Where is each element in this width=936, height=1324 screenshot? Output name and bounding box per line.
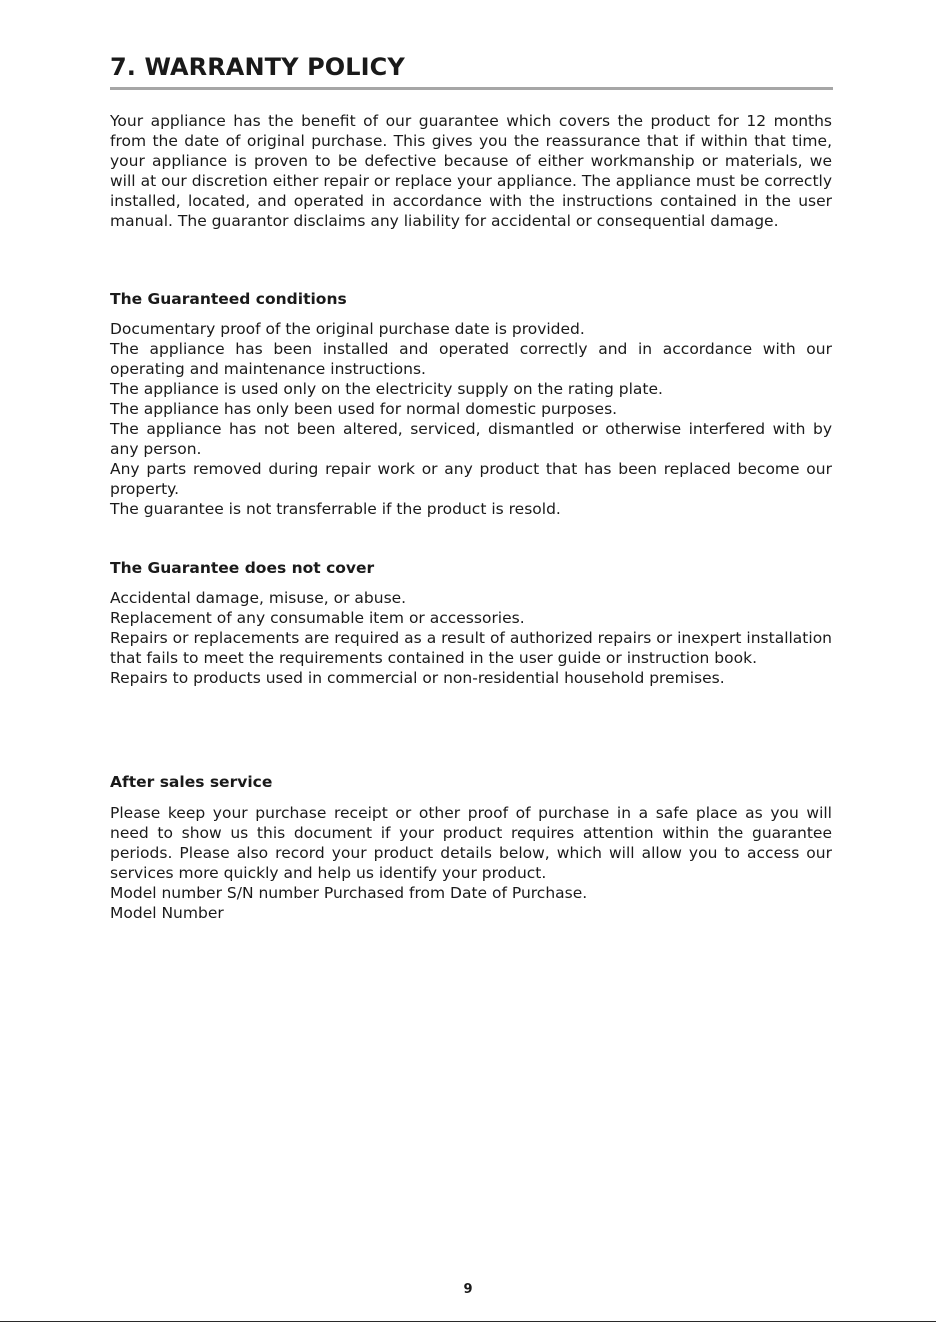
model-number-label: Model Number — [110, 904, 224, 922]
condition-item: The guarantee is not transferrable if the product is resold. — [110, 500, 561, 518]
condition-item: Documentary proof of the original purchase date is provided. — [110, 320, 585, 338]
condition-item: The appliance has not been altered, serviced, dismantled or otherwise interfered with by any person. — [110, 420, 832, 458]
not-covered-list — [110, 588, 832, 688]
after-sales-heading: After sales service — [110, 773, 273, 791]
guaranteed-conditions-heading: The Guaranteed conditions — [110, 290, 347, 308]
condition-item: The appliance is used only on the electricity supply on the rating plate. — [110, 380, 663, 398]
condition-item: The appliance has only been used for normal domestic purposes. — [110, 400, 618, 418]
exclusion-item: Repairs or replacements are required as a result of authorized repairs or inexpert installation that fails to meet the requirements contained in the user guide or instruction book. — [110, 629, 832, 667]
product-details-line: Model number S/N number Purchased from Date of Purchase. — [110, 884, 588, 902]
guaranteed-conditions-list — [110, 319, 832, 519]
after-sales-paragraph: Please keep your purchase receipt or other proof of purchase in a safe place as you will need to show us this document if your product requires attention within the guarantee periods. Please also record your product details below, which will allow you to access our services more quickly and help us identify your product. — [110, 804, 832, 882]
condition-item: Any parts removed during repair work or any product that has been replaced become our property. — [110, 460, 832, 498]
page-number: 9 — [463, 1282, 473, 1297]
exclusion-item: Replacement of any consumable item or accessories. — [110, 609, 525, 627]
page-title: 7. WARRANTY POLICY — [110, 53, 405, 81]
title-underline — [110, 87, 833, 90]
not-covered-heading: The Guarantee does not cover — [110, 559, 375, 577]
exclusion-item: Repairs to products used in commercial or non-residential household premises. — [110, 669, 725, 687]
condition-item: The appliance has been installed and operated correctly and in accordance with our operating and maintenance instructions. — [110, 340, 832, 378]
exclusion-item: Accidental damage, misuse, or abuse. — [110, 589, 407, 607]
after-sales-list — [110, 803, 832, 923]
bottom-divider — [0, 1321, 936, 1322]
intro-paragraph: Your appliance has the benefit of our guarantee which covers the product for 12 months from the date of original purchase. This gives you the reassurance that if within that time, your appliance is proven to be defective because of either workmanship or materials, we will at our discretion either repair or replace your appliance. The appliance must be correctly installed, located, and operated in accordance with the instructions contained in the user manual. The guarantor disclaims any liability for accidental or consequential damage. — [110, 112, 832, 230]
